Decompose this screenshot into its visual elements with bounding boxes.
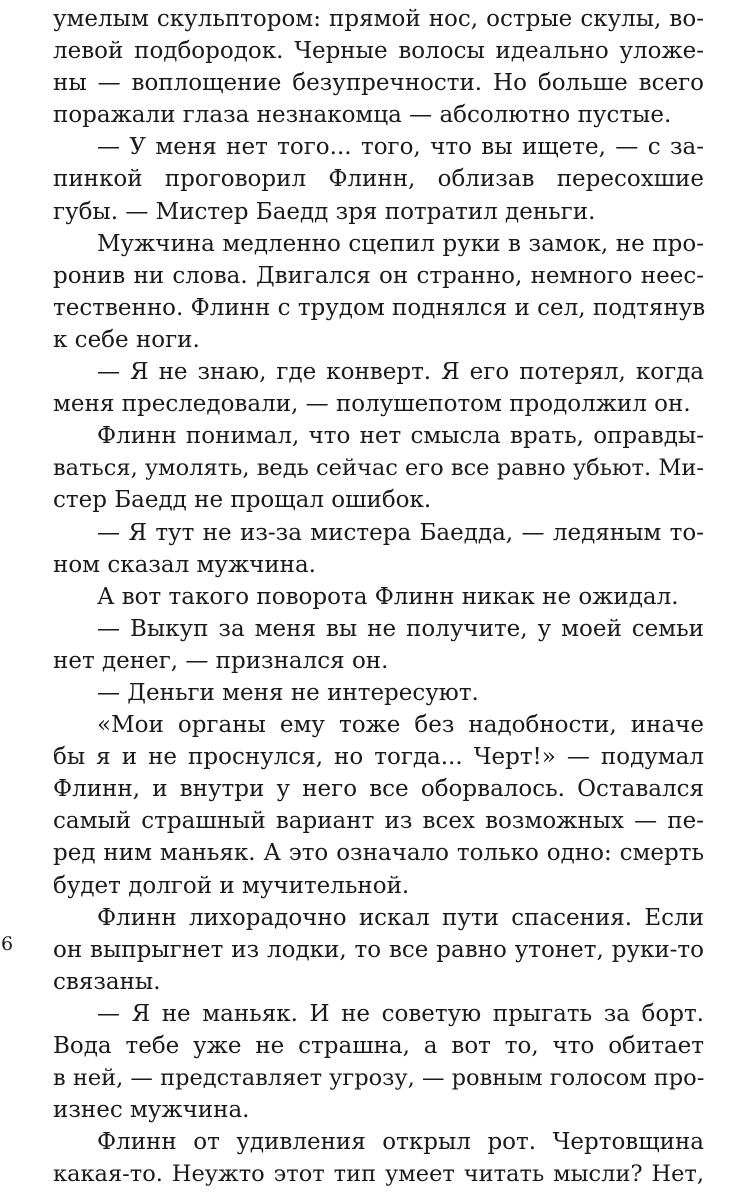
text-line: Флинн лихорадочно искал пути спасения. Если bbox=[97, 904, 704, 931]
text-line: — Выкуп за меня вы не получите, у моей семьи bbox=[97, 615, 704, 642]
text-line: будет долгой и мучительной. bbox=[53, 872, 410, 899]
text-line: Флинн понимал, что нет смысла врать, оправды- bbox=[97, 423, 704, 450]
page-body-text bbox=[53, 3, 704, 1190]
text-line: — Деньги меня не интересуют. bbox=[97, 679, 479, 706]
text-line: левой подбородок. Черные волосы идеально уложе- bbox=[53, 38, 704, 65]
text-line: «Мои органы ему тоже без надобности, иначе bbox=[97, 712, 704, 739]
text-line: Флинн от удивления открыл рот. Чертовщина bbox=[97, 1129, 704, 1156]
text-line: А вот такого поворота Флинн никак не ожидал. bbox=[97, 583, 679, 610]
text-line: ны — воплощение безупречности. Но больше всего bbox=[53, 70, 704, 97]
text-line: Флинн, и внутри у него все оборвалось. Оставался bbox=[53, 776, 704, 803]
text-line: самый страшный вариант из всех возможных — пе- bbox=[53, 808, 704, 835]
text-line: ронив ни слова. Двигался он странно, немного неес- bbox=[53, 262, 704, 289]
text-line: — У меня нет того... того, что вы ищете, — с за- bbox=[97, 134, 704, 161]
text-line: ваться, умолять, ведь сейчас его все равно убьют. Ми- bbox=[53, 455, 704, 482]
text-line: ред ним маньяк. А это означало только одно: смерть bbox=[53, 840, 704, 867]
text-line: стер Баедд не прощал ошибок. bbox=[53, 487, 432, 514]
text-line: какая-то. Неужто этот тип умеет читать мысли? Нет, bbox=[53, 1161, 704, 1188]
text-line: он выпрыгнет из лодки, то все равно утонет, руки-то bbox=[53, 936, 704, 963]
text-line: Мужчина медленно сцепил руки в замок, не про- bbox=[97, 230, 704, 257]
text-line: умелым скульптором: прямой нос, острые скулы, во- bbox=[53, 6, 704, 32]
text-line: — Я тут не из-за мистера Баедда, — ледяным то- bbox=[97, 519, 704, 546]
text-line: меня преследовали, — полушепотом продолжил он. bbox=[53, 391, 691, 418]
text-line: — Я не знаю, где конверт. Я его потерял, когда bbox=[97, 359, 704, 386]
text-line: ном сказал мужчина. bbox=[53, 551, 316, 578]
page-number: 6 bbox=[1, 933, 14, 955]
text-line: бы я и не проснулся, но тогда... Черт!» — подумал bbox=[53, 744, 704, 771]
text-line: Вода тебе уже не страшна, а вот то, что обитает bbox=[53, 1033, 704, 1059]
text-line: губы. — Мистер Баедд зря потратил деньги. bbox=[53, 198, 596, 225]
text-line: пинкой проговорил Флинн, облизав пересохшие bbox=[53, 166, 704, 193]
text-line: связаны. bbox=[53, 968, 161, 995]
text-line: к себе ноги. bbox=[53, 326, 200, 353]
text-line: нет денег, — признался он. bbox=[53, 647, 389, 674]
text-line: тественно. Флинн с трудом поднялся и сел, подтянув bbox=[53, 294, 706, 321]
text-line: изнес мужчина. bbox=[53, 1097, 250, 1124]
text-line: в ней, — представляет угрозу, — ровным голосом про- bbox=[53, 1065, 705, 1092]
text-line: поражали глаза незнакомца — абсолютно пустые. bbox=[53, 102, 672, 129]
text-line: — Я не маньяк. И не советую прыгать за борт. bbox=[97, 1000, 704, 1027]
